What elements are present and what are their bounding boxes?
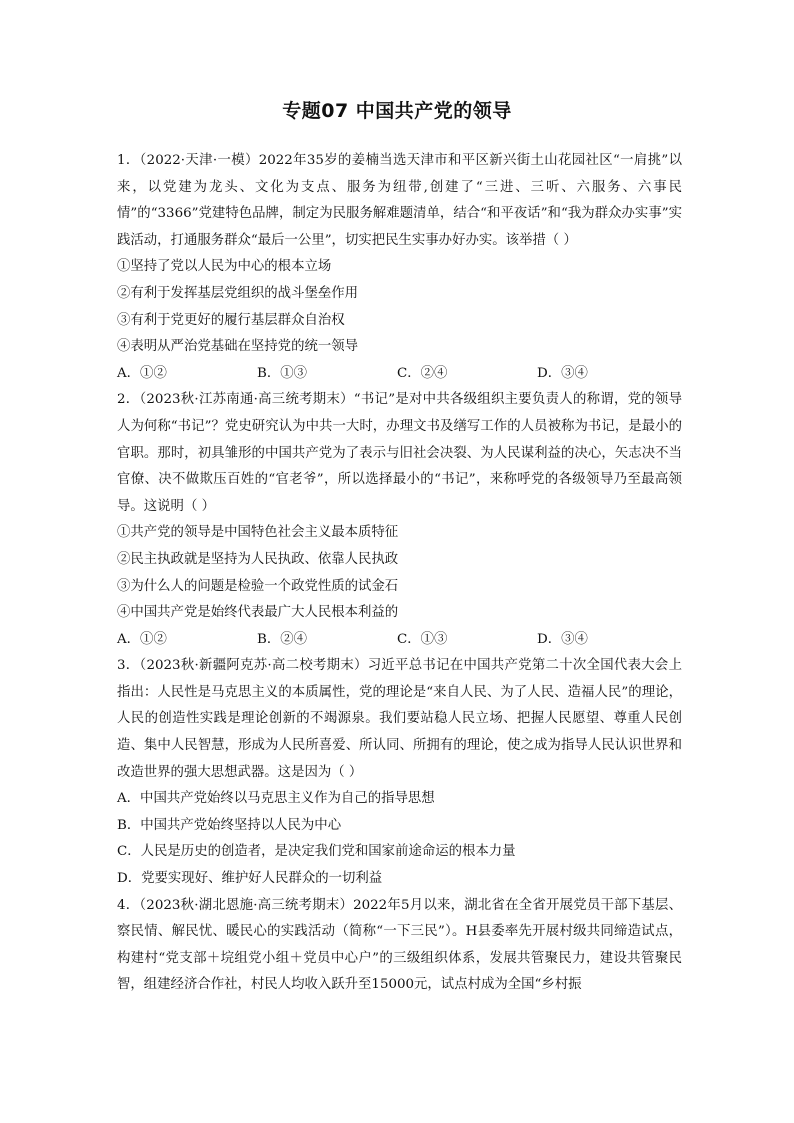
question-1-item: ①坚持了党以人民为中心的根本立场 (117, 259, 332, 275)
question-3 (117, 653, 682, 892)
question-3-option-a: A．中国共产党始终以马克思主义作为自己的指导思想 (117, 791, 435, 807)
document-title: 专题07 中国共产党的领导 (282, 100, 512, 122)
question-4 (117, 893, 682, 999)
question-2-choices (117, 627, 682, 654)
question-1-item: ③有利于党更好的履行基层群众自治权 (117, 312, 345, 328)
choice-b: B．①③ (257, 365, 308, 381)
question-1-choices (117, 361, 682, 388)
document-body (117, 148, 682, 999)
question-1-item: ②有利于发挥基层党组织的战斗堡垒作用 (117, 285, 359, 301)
choice-c: C．①③ (397, 631, 448, 647)
question-3-option-d: D．党要实现好、维护好人民群众的一切利益 (117, 871, 383, 887)
choice-d: D．③④ (537, 631, 588, 647)
question-2-stem: 2．（2023秋·江苏南通·高三统考期末）“书记”是对中共各级组织主要负责人的称谓，党的领导人为何称“书记”？党史研究认为中共一大时，办理文书及缮写工作的人员被称为书记，是最小的官职。那时，初具雏形的中国共产党为了表示与旧社会决裂、为人民谋利益的决心，矢志决不当官僚、决不做欺压百姓的“官老爷”，所以选择最小的“书记”，来称呼党的各级领导乃至最高领导。这说明（ ） (117, 392, 682, 514)
choice-c: C．②④ (397, 365, 448, 381)
question-3-option-c: C．人民是历史的创造者，是决定我们党和国家前途命运的根本力量 (117, 844, 516, 860)
question-1-item: ④表明从严治党基础在坚持党的统一领导 (117, 339, 359, 355)
question-2-item: ②民主执政就是坚持为人民执政、依靠人民执政 (117, 551, 399, 567)
question-4-stem: 4．（2023秋·湖北恩施·高三统考期末）2022年5月以来，湖北省在全省开展党员干部下基层、察民情、解民忧、暖民心的实践活动（简称“一下三民”）。H县委率先开展村级共同缔造试点，构建村“党支部＋垸组党小组＋党员中心户”的三级组织体系，发展共管聚民力，建设共管聚民智，组建经济合作社，村民人均收入跃升至15000元，试点村成为全国“乡村振 (117, 897, 682, 993)
question-1 (117, 148, 682, 387)
choice-a: A．①② (117, 365, 167, 381)
choice-b: B．②④ (257, 631, 308, 647)
question-2-item: ④中国共产党是始终代表最广大人民根本利益的 (117, 605, 399, 621)
question-2-item: ③为什么人的问题是检验一个政党性质的试金石 (117, 578, 399, 594)
question-1-stem: 1．（2022·天津·一模）2022年35岁的姜楠当选天津市和平区新兴街土山花园社区“一肩挑”以来，以党建为龙头、文化为支点、服务为纽带,创建了“三进、三听、六服务、六事民情”的“3366”党建特色品牌，制定为民服务解难题清单，结合“和平夜话”和“我为群众办实事”实践活动，打通服务群众“最后一公里”，切实把民生实事办好办实。该举措（ ） (117, 153, 682, 248)
question-3-option-b: B．中国共产党始终坚持以人民为中心 (117, 817, 342, 833)
question-2-item: ①共产党的领导是中国特色社会主义最本质特征 (117, 525, 399, 541)
choice-d: D．③④ (537, 365, 588, 381)
question-3-stem: 3．（2023秋·新疆阿克苏·高二校考期末）习近平总书记在中国共产党第二十次全国代表大会上指出：人民性是马克思主义的本质属性，党的理论是“来自人民、为了人民、造福人民”的理论，人民的创造性实践是理论创新的不竭源泉。我们要站稳人民立场、把握人民愿望、尊重人民创造、集中人民智慧，形成为人民所喜爱、所认同、所拥有的理论，使之成为指导人民认识世界和改造世界的强大思想武器。这是因为（ ） (117, 658, 682, 780)
choice-a: A．①② (117, 631, 167, 647)
question-2 (117, 387, 682, 653)
